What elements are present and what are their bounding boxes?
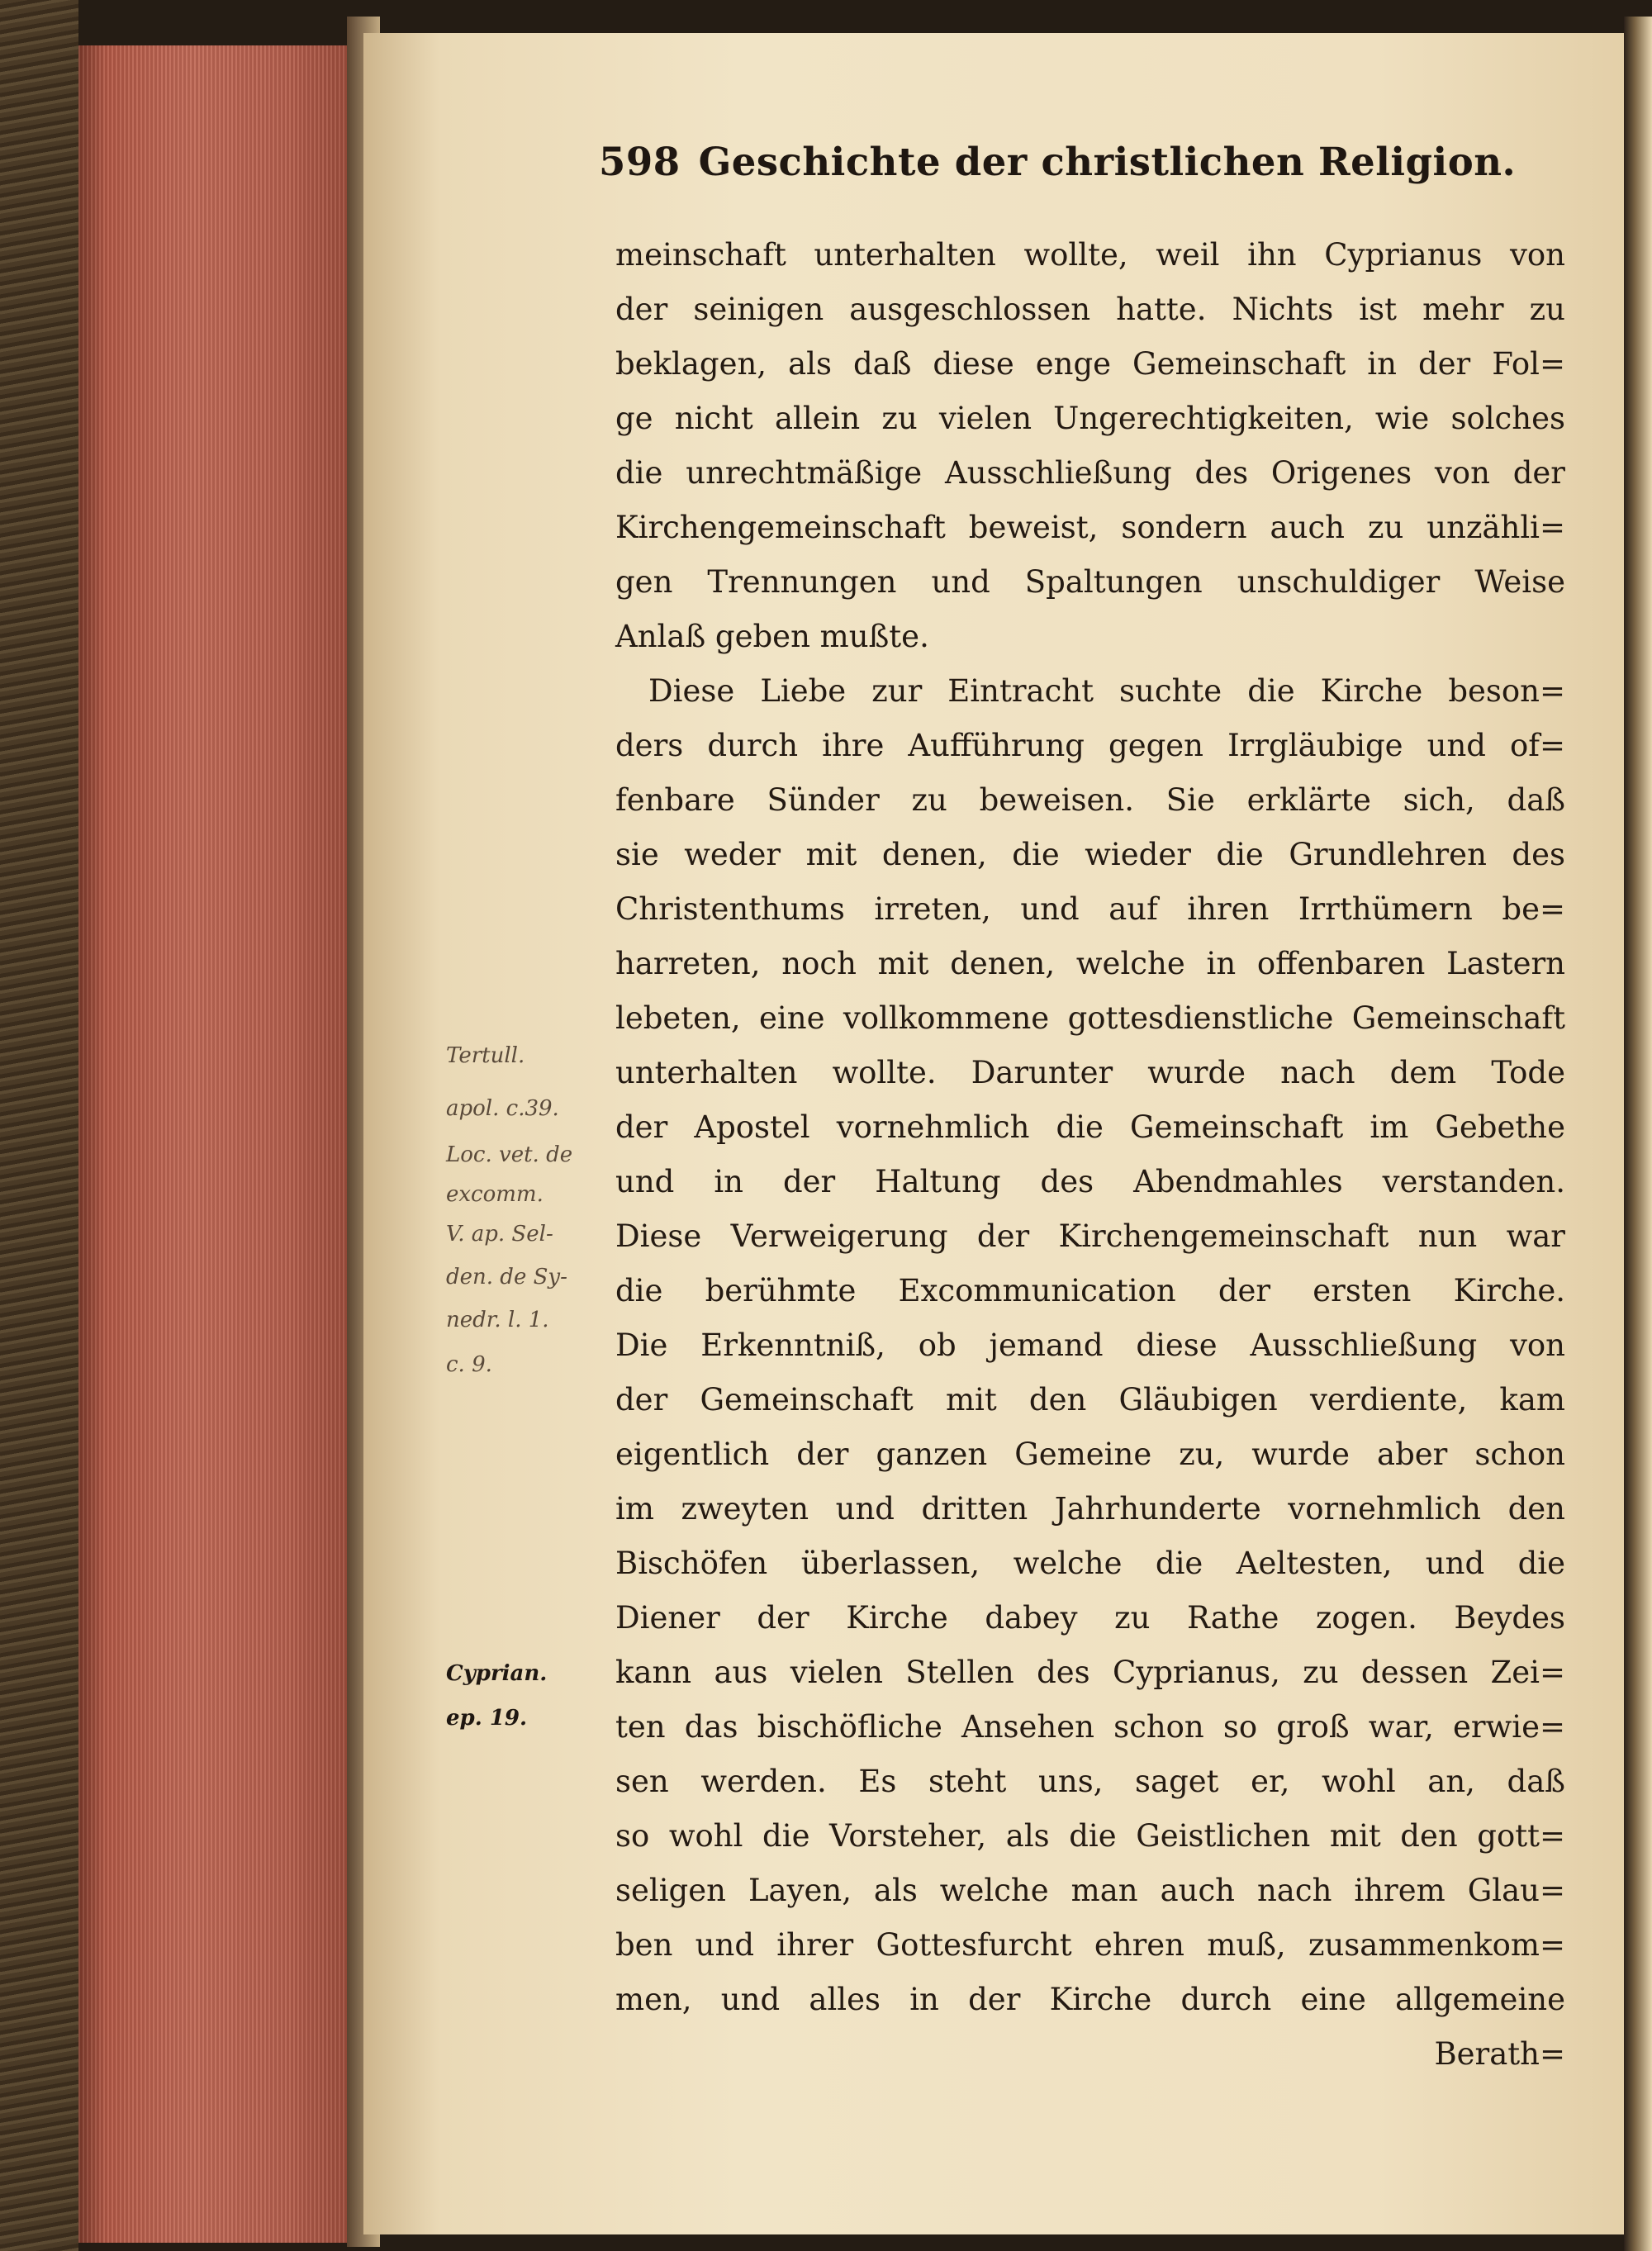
margin-note: den. de Sy- — [446, 1265, 567, 1289]
text-line: der seinigen ausgeschlossen hatte. Nichts ist mehr zu — [615, 292, 1565, 327]
margin-note: V. ap. Sel- — [446, 1222, 553, 1247]
margin-note: c. 9. — [446, 1352, 492, 1377]
text-line: unterhalten wollte. Darunter wurde nach dem Tode — [615, 1055, 1565, 1090]
text-line: sen werden. Es steht uns, saget er, wohl an, daß — [615, 1764, 1565, 1799]
text-line: gen Trennungen und Spaltungen unschuldiger Weise — [615, 564, 1565, 600]
text-line: kann aus vielen Stellen des Cyprianus, zu dessen Zei= — [615, 1655, 1565, 1690]
text-line: meinschaft unterhalten wollte, weil ihn Cyprianus von — [615, 237, 1565, 273]
text-line: die berühmte Excommunication der ersten Kirche. — [615, 1273, 1565, 1308]
margin-note: ep. 19. — [446, 1706, 528, 1731]
text-line: ge nicht allein zu vielen Ungerechtigkeiten, wie solches — [615, 401, 1565, 436]
text-line: die unrechtmäßige Ausschließung des Origenes von der — [615, 455, 1565, 491]
running-header — [599, 139, 1524, 184]
text-line: im zweyten und dritten Jahrhunderte vornehmlich den — [615, 1491, 1565, 1527]
text-line: der Apostel vornehmlich die Gemeinschaft im Gebethe — [615, 1109, 1565, 1145]
text-line: ders durch ihre Aufführung gegen Irrgläubige und of= — [615, 728, 1565, 763]
paragraph-start-line: Diese Liebe zur Eintracht suchte die Kirche beson= — [648, 673, 1565, 709]
text-line: und in der Haltung des Abendmahles verstanden. — [615, 1164, 1565, 1199]
page-number: 598 — [599, 139, 681, 184]
text-line: Diener der Kirche dabey zu Rathe zogen. Beydes — [615, 1600, 1565, 1636]
text-line: Diese Verweigerung der Kirchengemeinschaft nun war — [615, 1218, 1565, 1254]
book-cover-spine — [0, 0, 78, 2251]
text-line: harreten, noch mit denen, welche in offenbaren Lastern — [615, 946, 1565, 981]
margin-note: Tertull. — [446, 1043, 525, 1068]
text-line: Christenthums irreten, und auf ihren Irrthümern be= — [615, 891, 1565, 927]
text-line: Bischöfen überlassen, welche die Aeltesten, und die — [615, 1546, 1565, 1581]
text-line: sie weder mit denen, die wieder die Grundlehren des — [615, 837, 1565, 872]
text-line: ten das bischöfliche Ansehen schon so groß war, erwie= — [615, 1709, 1565, 1745]
margin-note: nedr. l. 1. — [446, 1308, 549, 1332]
margin-note: apol. c.39. — [446, 1096, 559, 1121]
text-line: der Gemeinschaft mit den Gläubigen verdiente, kam — [615, 1382, 1565, 1418]
page-title: Geschichte der christlichen Religion. — [698, 139, 1517, 184]
text-line: seligen Layen, als welche man auch nach ihrem Glau= — [615, 1873, 1565, 1908]
text-line: so wohl die Vorsteher, als die Geistlichen mit den gott= — [615, 1818, 1565, 1854]
text-line: Kirchengemeinschaft beweist, sondern auch zu unzähli= — [615, 510, 1565, 545]
catchword: Berath= — [1434, 2036, 1565, 2072]
text-line: Die Erkenntniß, ob jemand diese Ausschließung von — [615, 1327, 1565, 1363]
facing-page-edge — [1624, 17, 1652, 2251]
text-line: beklagen, als daß diese enge Gemeinschaft in der Fol= — [615, 346, 1565, 382]
page-edges — [78, 45, 355, 2243]
text-line: lebeten, eine vollkommene gottesdienstliche Gemeinschaft — [615, 1000, 1565, 1036]
margin-note: Cyprian. — [446, 1661, 548, 1686]
text-line: eigentlich der ganzen Gemeine zu, wurde aber schon — [615, 1437, 1565, 1472]
text-line: Anlaß geben mußte. — [615, 619, 929, 654]
text-line: ben und ihrer Gottesfurcht ehren muß, zusammenkom= — [615, 1927, 1565, 1963]
text-line: fenbare Sünder zu beweisen. Sie erklärte sich, daß — [615, 782, 1565, 818]
margin-note: excomm. — [446, 1182, 544, 1207]
margin-note: Loc. vet. de — [446, 1142, 573, 1167]
text-line: men, und alles in der Kirche durch eine allgemeine — [615, 1982, 1565, 2017]
